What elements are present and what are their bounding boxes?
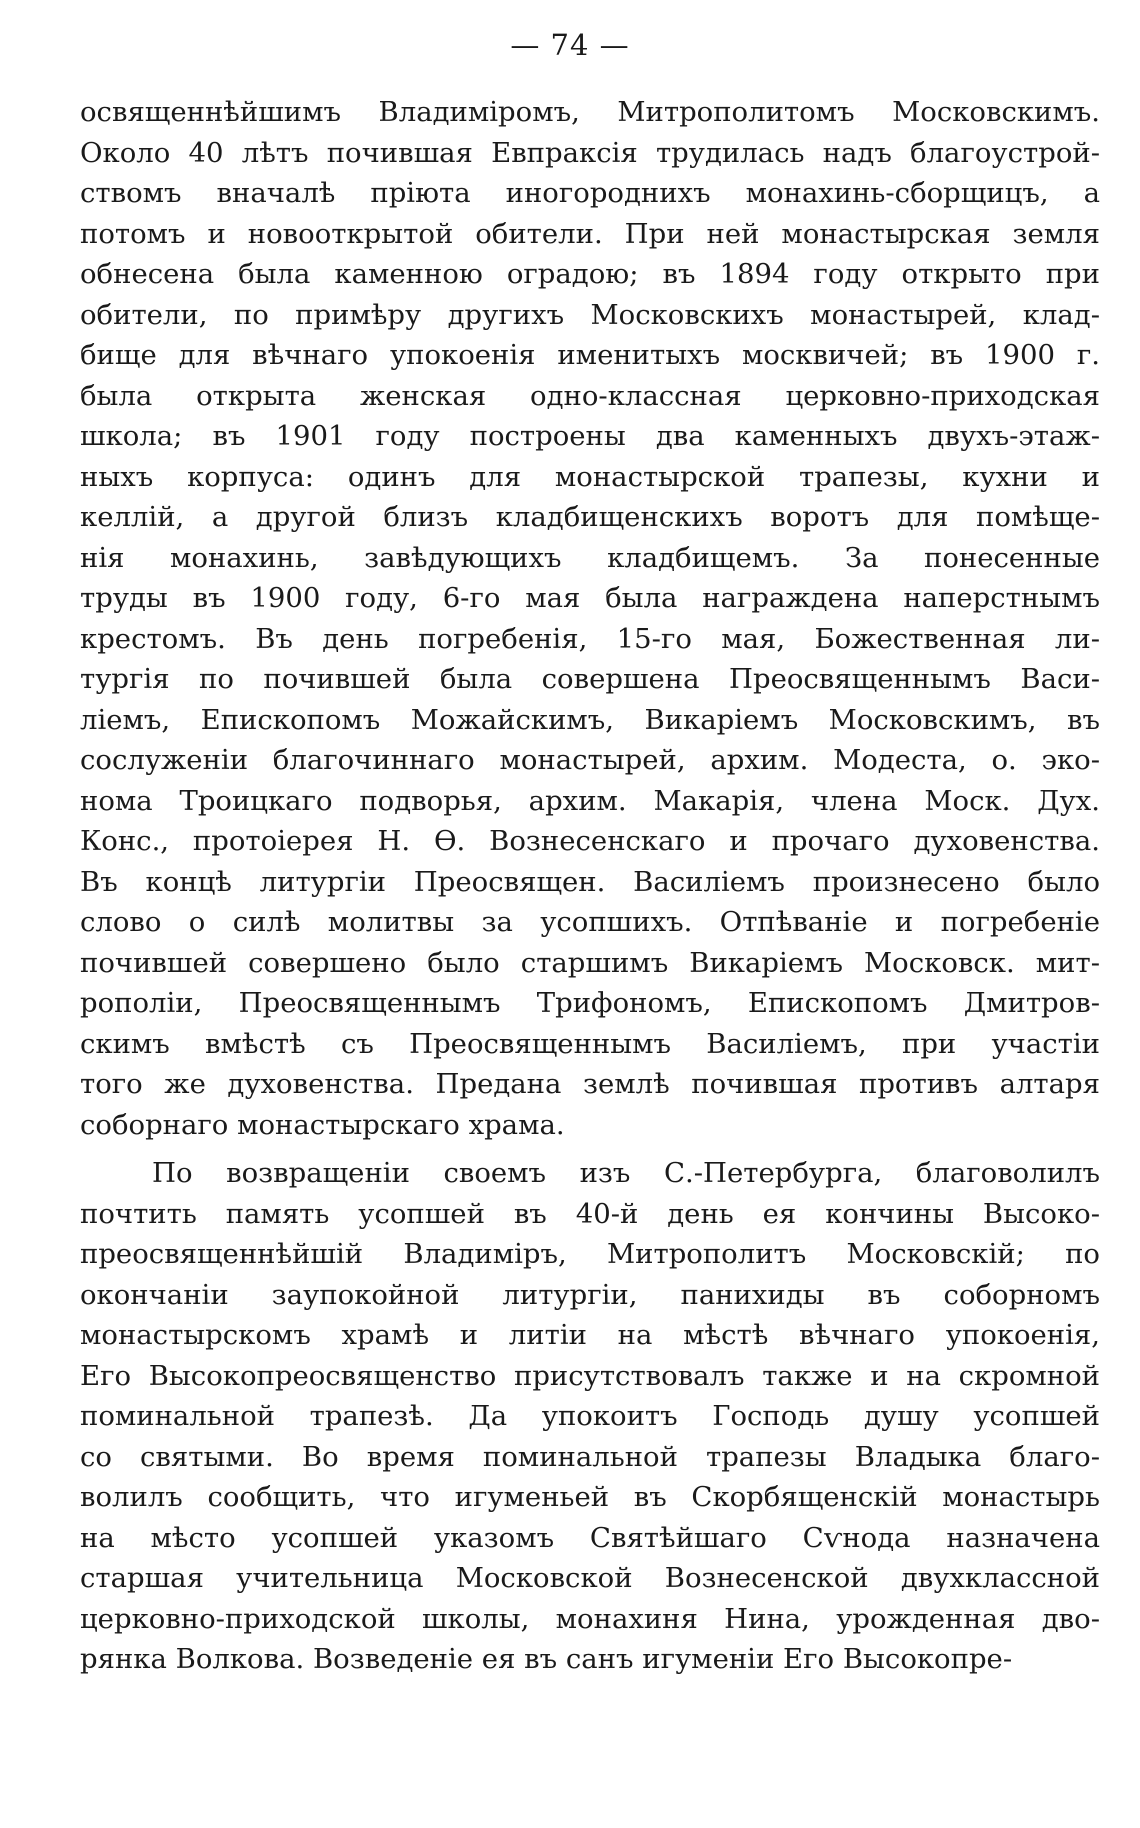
text-line: преосвященнѣйшій Владиміръ, Митрополитъ Московскій; по [80, 1238, 1100, 1270]
text-line: рополіи, Преосвященнымъ Трифономъ, Епископомъ Дмитров- [80, 987, 1100, 1019]
text-line: бище для вѣчнаго упокоенія именитыхъ москвичей; въ 1900 г. [80, 339, 1100, 371]
text-line: По возвращеніи своемъ изъ С.-Петербурга, благоволилъ [152, 1157, 1100, 1189]
text-line: окончаніи заупокойной литургіи, панихиды въ соборномъ [80, 1278, 1100, 1311]
text-line: церковно-приходской школы, монахиня Нина, урожденная дво- [80, 1602, 1100, 1635]
text-line: Его Высокопреосвященство присутствовалъ также и на скромной [80, 1359, 1100, 1392]
text-line: нома Троицкаго подворья, архим. Макарія, члена Моск. Дух. [80, 784, 1100, 817]
text-line: слово о силѣ молитвы за усопшихъ. Отпѣваніе и погребеніе [80, 906, 1100, 938]
page-number: — 74 — [510, 28, 630, 62]
text-line: волилъ сообщить, что игуменьей въ Скорбященскій монастырь [80, 1481, 1100, 1513]
text-line: ліемъ, Епископомъ Можайскимъ, Викаріемъ Московскимъ, въ [80, 703, 1100, 736]
text-line: Въ концѣ литургіи Преосвящен. Василіемъ произнесено было [80, 865, 1100, 898]
text-line: потомъ и новооткрытой обители. При ней монастырская земля [80, 217, 1100, 250]
text-line: соборнаго монастырскаго храма. [80, 1108, 565, 1141]
text-line: сослуженіи благочиннаго монастырей, архим. Модеста, о. эко- [80, 744, 1100, 776]
text-line: Конс., протоіерея Н. Ѳ. Вознесенскаго и прочаго духовенства. [80, 825, 1100, 857]
text-body [80, 92, 1100, 1680]
text-line: келлій, а другой близъ кладбищенскихъ воротъ для помѣще- [80, 501, 1100, 533]
text-line: нія монахинь, завѣдующихъ кладбищемъ. За понесенные [80, 541, 1100, 574]
text-line: школа; въ 1901 году построены два каменныхъ двухъ-этаж- [80, 420, 1100, 452]
text-line: тургія по почившей была совершена Преосвященнымъ Васи- [80, 663, 1100, 695]
text-line: на мѣсто усопшей указомъ Святѣйшаго Сѵнода назначена [80, 1521, 1100, 1554]
text-line: монастырскомъ храмѣ и литіи на мѣстѣ вѣчнаго упокоенія, [80, 1319, 1100, 1351]
text-line: почившей совершено было старшимъ Викаріемъ Московск. мит- [80, 946, 1100, 979]
text-line: труды въ 1900 году, 6-го мая была награждена наперстнымъ [80, 582, 1100, 614]
text-line: того же духовенства. Предана землѣ почившая противъ алтаря [80, 1068, 1100, 1100]
text-line: ныхъ корпуса: одинъ для монастырской трапезы, кухни и [80, 460, 1100, 493]
text-line: поминальной трапезѣ. Да упокоитъ Господь душу усопшей [80, 1400, 1100, 1432]
text-line: была открыта женская одно-классная церковно-приходская [80, 379, 1100, 412]
text-line: рянка Волкова. Возведеніе ея въ санъ игуменіи Его Высокопре- [80, 1643, 1013, 1675]
text-line: крестомъ. Въ день погребенія, 15-го мая, Божественная ли- [80, 622, 1100, 655]
text-line: почтить память усопшей въ 40-й день ея кончины Высоко- [80, 1197, 1100, 1230]
text-line: ствомъ вначалѣ пріюта иногороднихъ монахинь-сборщицъ, а [80, 177, 1100, 209]
text-line: Около 40 лѣтъ почившая Евпраксія трудилась надъ благоустрой- [80, 136, 1100, 169]
paragraph-gap [80, 1145, 1100, 1153]
text-line: скимъ вмѣстѣ съ Преосвященнымъ Василіемъ, при участіи [80, 1027, 1100, 1060]
text-line: освященнѣйшимъ Владиміромъ, Митрополитомъ Московскимъ. [80, 96, 1100, 128]
text-line: старшая учительница Московской Вознесенской двухклассной [80, 1562, 1100, 1594]
text-line: со святыми. Во время поминальной трапезы Владыка благо- [80, 1440, 1100, 1473]
text-line: обнесена была каменною оградою; въ 1894 году открыто при [80, 258, 1100, 290]
text-line: обители, по примѣру другихъ Московскихъ монастырей, клад- [80, 298, 1100, 331]
